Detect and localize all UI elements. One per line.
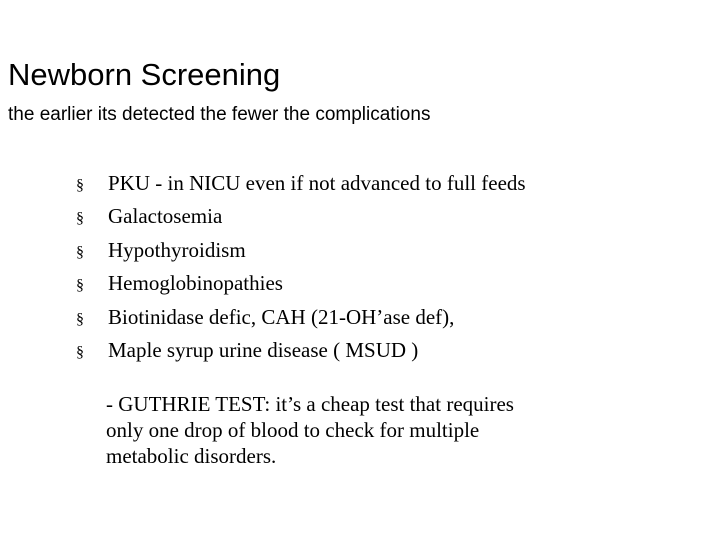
slide-title: Newborn Screening <box>8 57 281 92</box>
bullet-text: PKU - in NICU even if not advanced to full feeds <box>108 171 526 195</box>
list-item <box>76 335 526 368</box>
bullet-list <box>76 168 526 368</box>
list-item <box>76 302 526 335</box>
guthrie-test-note <box>106 391 666 469</box>
bullet-marker: § <box>76 210 84 228</box>
note-line: metabolic disorders. <box>106 444 277 468</box>
list-item <box>76 168 526 201</box>
note-line: only one drop of blood to check for multiple <box>106 418 480 442</box>
bullet-text: Hemoglobinopathies <box>108 271 283 296</box>
bullet-marker: § <box>76 344 84 362</box>
bullet-text: Biotinidase defic, CAH (21-OH’ase def), <box>108 304 455 329</box>
bullet-text: Maple syrup urine disease ( MSUD ) <box>108 338 419 363</box>
bullet-marker: § <box>76 177 84 194</box>
bullet-text: Hypothyroidism <box>108 237 246 262</box>
slide-subtitle: the earlier its detected the fewer the complications <box>8 104 431 125</box>
list-item <box>76 201 526 234</box>
list-item <box>76 235 526 268</box>
list-item <box>76 268 526 301</box>
bullet-marker: § <box>76 310 84 328</box>
bullet-marker: § <box>76 277 84 295</box>
note-line: - GUTHRIE TEST: it’s a cheap test that requires <box>106 392 514 416</box>
bullet-text: Galactosemia <box>108 204 223 229</box>
bullet-marker: § <box>76 243 84 261</box>
